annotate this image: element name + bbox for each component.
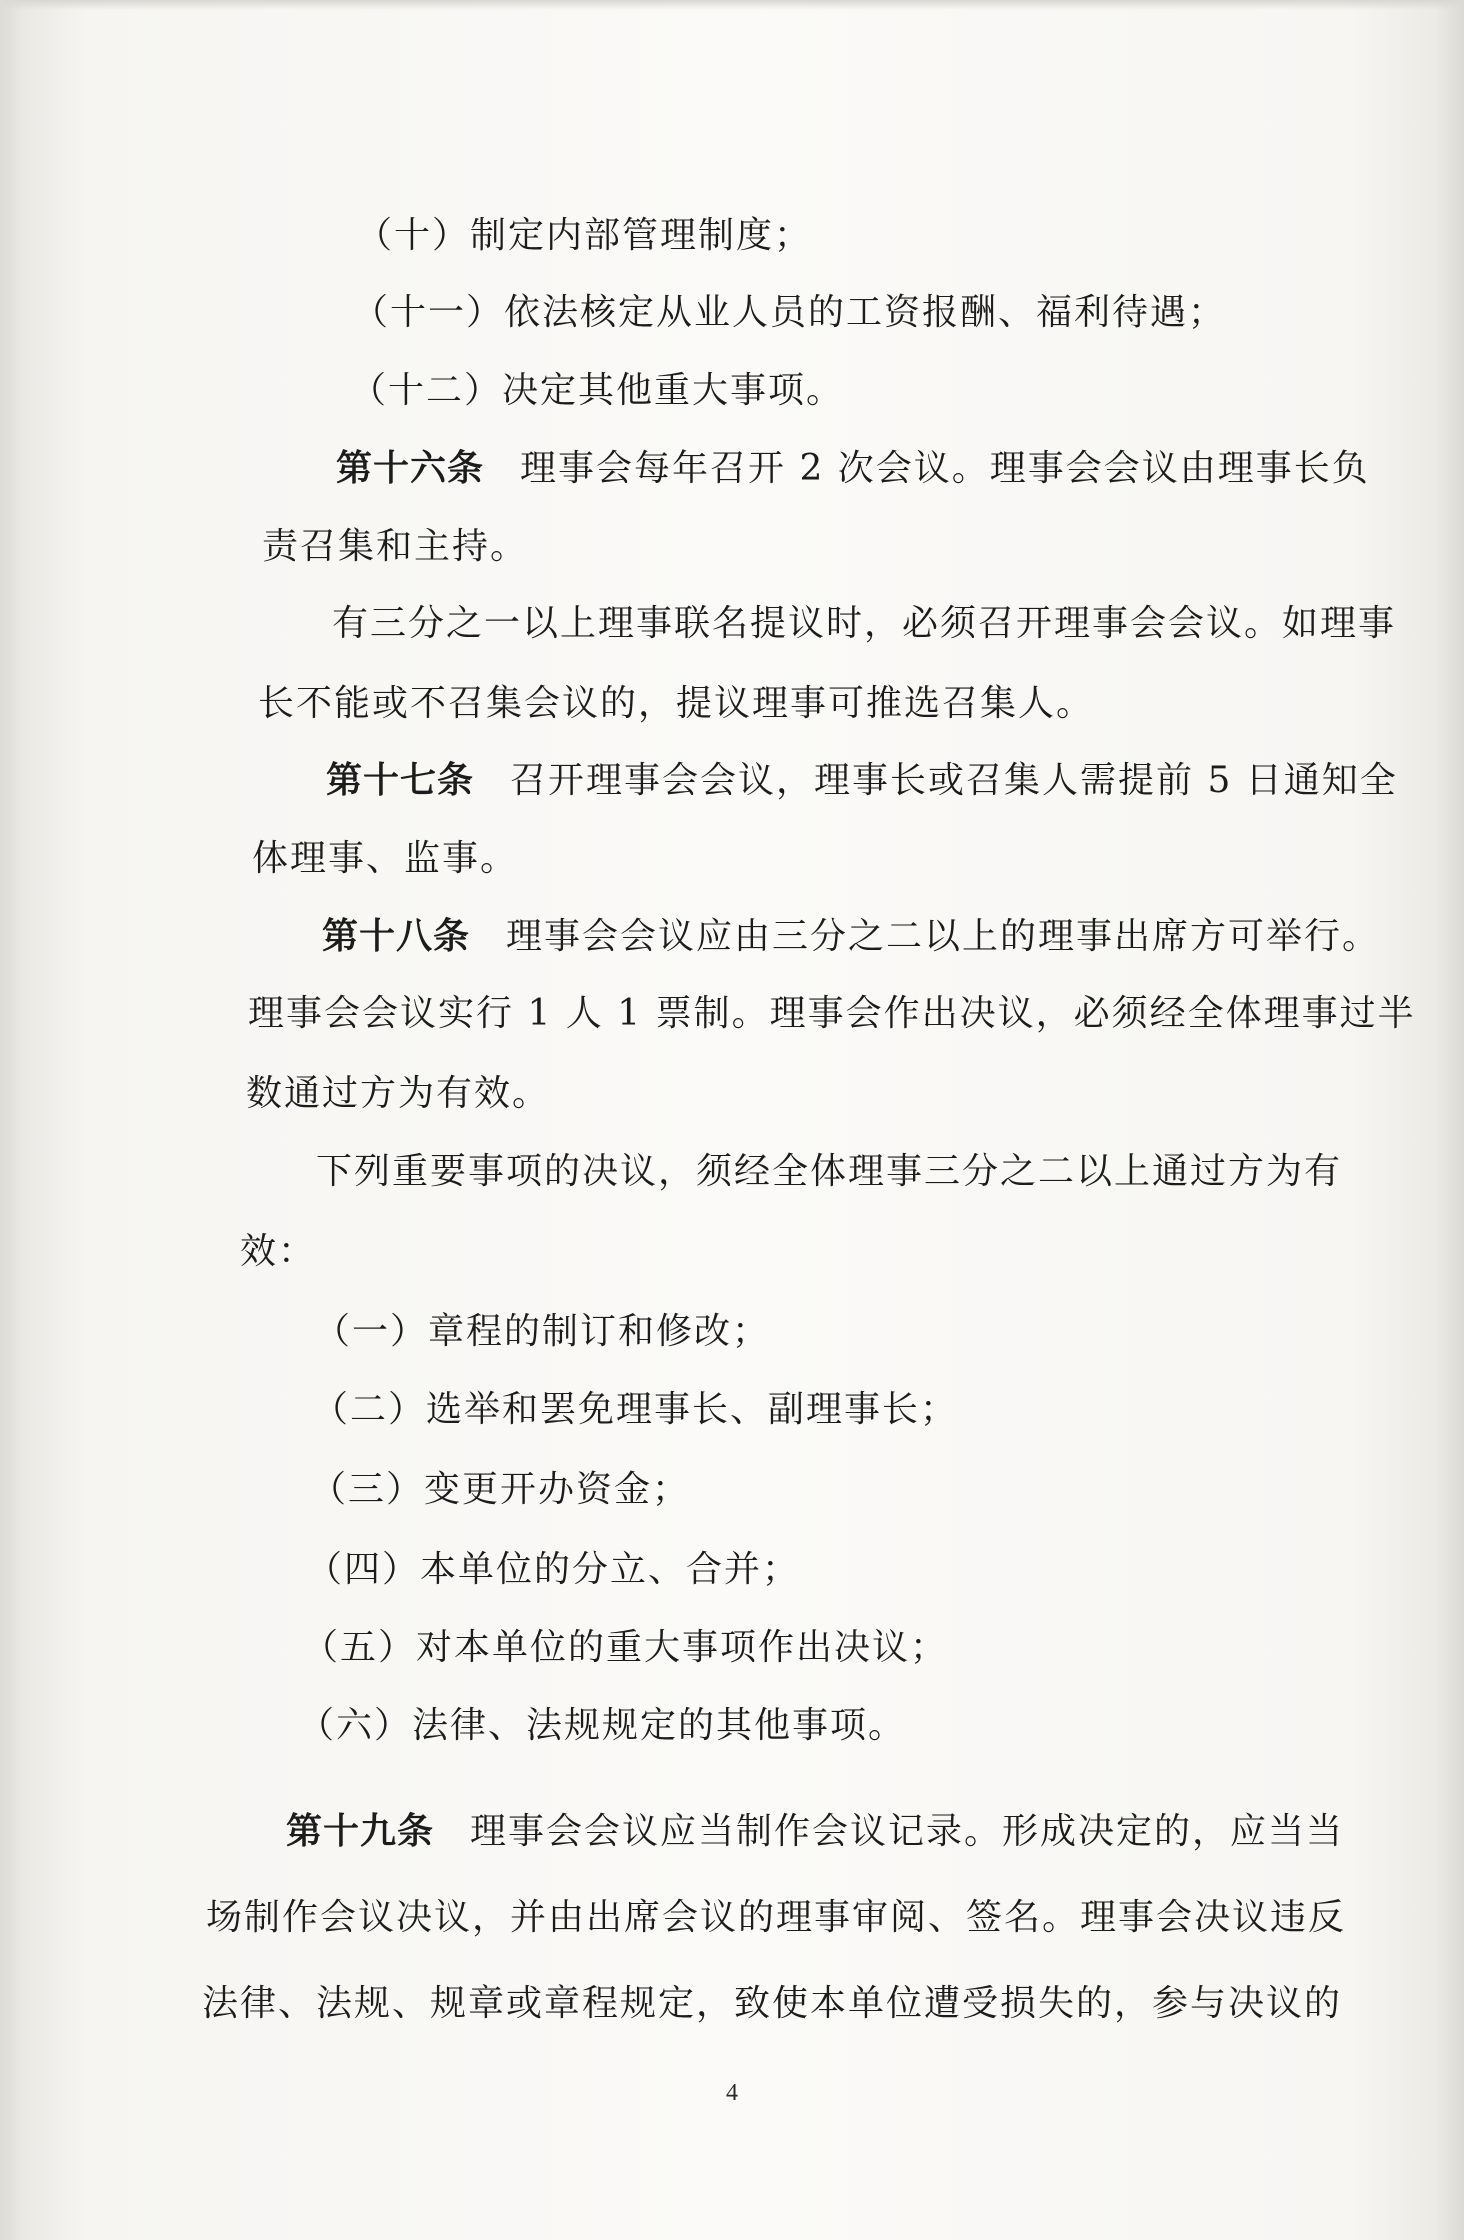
article-17-line-2: 体理事、监事。 bbox=[252, 838, 519, 879]
article-18-line-3: 数通过方为有效。 bbox=[246, 1073, 551, 1114]
article-19-text: 理事会会议应当制作会议记录。形成决定的，应当当 bbox=[470, 1811, 1345, 1852]
article-18-heading: 第十八条 bbox=[322, 916, 471, 957]
list-item: （十二）决定其他重大事项。 bbox=[350, 370, 845, 411]
article-16-line-1 bbox=[336, 445, 1370, 493]
list-item: （四）本单位的分立、合并； bbox=[306, 1549, 801, 1590]
list-item: （十）制定内部管理制度； bbox=[356, 215, 813, 256]
list-item: （三）变更开办资金； bbox=[310, 1469, 691, 1510]
list-item: （十一）依法核定从业人员的工资报酬、福利待遇； bbox=[352, 292, 1227, 333]
article-18-text: 理事会会议应由三分之二以上的理事出席方可举行。 bbox=[506, 916, 1381, 957]
article-18-line-2: 理事会会议实行 1 人 1 票制。理事会作出决议，必须经全体理事过半 bbox=[248, 993, 1416, 1034]
article-16-para2-line-2: 长不能或不召集会议的，提议理事可推选召集人。 bbox=[258, 683, 1095, 724]
article-16-para2-line-1: 有三分之一以上理事联名提议时，必须召开理事会会议。如理事 bbox=[332, 603, 1397, 644]
article-16-heading: 第十六条 bbox=[336, 448, 485, 489]
article-16-text: 理事会每年召开 2 次会议。理事会会议由理事长负 bbox=[520, 448, 1370, 489]
list-item: （五）对本单位的重大事项作出决议； bbox=[302, 1627, 949, 1668]
article-18-line-1 bbox=[322, 913, 1380, 961]
page-left-shadow bbox=[0, 0, 22, 2240]
page-right-shadow bbox=[1436, 0, 1464, 2240]
article-17-heading: 第十七条 bbox=[326, 760, 475, 801]
list-item: （二）选举和罢免理事长、副理事长； bbox=[312, 1389, 959, 1430]
page-number: 4 bbox=[726, 2080, 738, 2106]
article-19-heading: 第十九条 bbox=[286, 1811, 435, 1852]
list-item: （六）法律、法规规定的其他事项。 bbox=[298, 1705, 907, 1746]
article-19-line-3: 法律、法规、规章或章程规定，致使本单位遭受损失的，参与决议的 bbox=[202, 1983, 1343, 2024]
article-17-text: 召开理事会会议，理事长或召集人需提前 5 日通知全 bbox=[510, 760, 1398, 801]
article-19-line-1 bbox=[286, 1808, 1344, 1856]
article-18-para2-line-1: 下列重要事项的决议，须经全体理事三分之二以上通过方为有 bbox=[316, 1151, 1343, 1192]
article-18-para2-line-2: 效： bbox=[240, 1231, 317, 1272]
list-item: （一）章程的制订和修改； bbox=[314, 1311, 771, 1352]
page-top-shadow bbox=[0, 0, 1464, 10]
article-19-line-2: 场制作会议决议，并由出席会议的理事审阅、签名。理事会决议违反 bbox=[206, 1897, 1347, 1938]
article-17-line-1 bbox=[326, 757, 1398, 805]
article-16-line-2: 责召集和主持。 bbox=[262, 526, 529, 567]
